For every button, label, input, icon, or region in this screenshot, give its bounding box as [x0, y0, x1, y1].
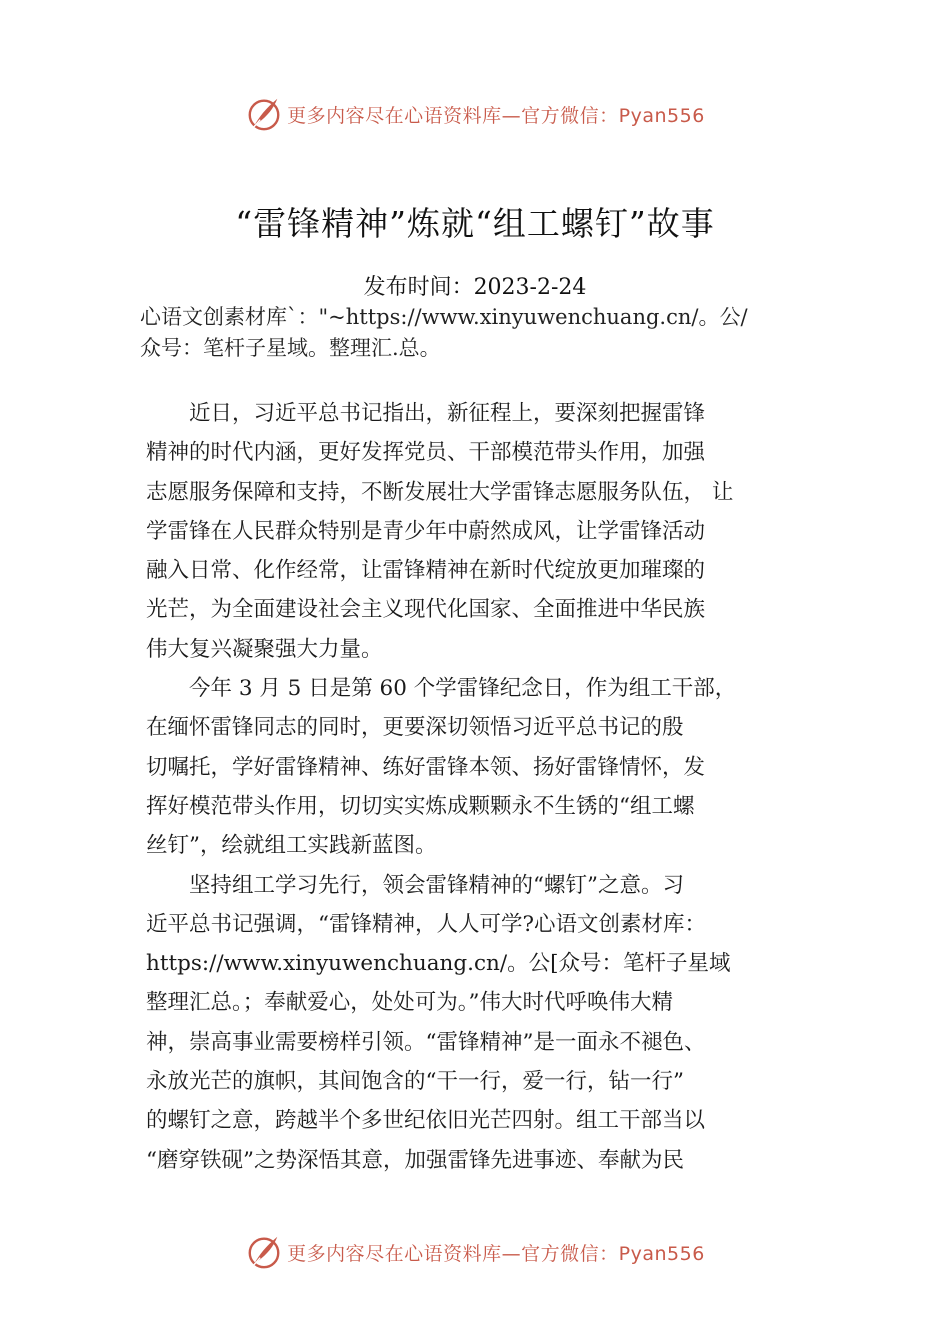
footer-watermark-banner — [0, 1230, 950, 1274]
body-line: 近平总书记强调，“雷锋精神，人人可学?心语文创素材库： — [146, 911, 707, 937]
body-line: 整理汇总。；奉献爱心，处处可为。”伟大时代呼唤伟大精 — [146, 990, 673, 1016]
header-watermark-banner — [0, 92, 950, 136]
body-line: 伟大复兴凝聚强大力量。 — [146, 636, 383, 662]
body-line: 在缅怀雷锋同志的同时，更要深切领悟习近平总书记的殷 — [146, 715, 684, 741]
body-line: 神，崇高事业需要榜样引领。“雷锋精神”是一面永不褪色、 — [146, 1029, 706, 1055]
body-line: https://www.xinyuwenchuang.cn/。公[众号：笔杆子星域 — [146, 951, 731, 977]
body-line: 切嘱托，学好雷锋精神、练好雷锋本领、扬好雷锋情怀，发 — [146, 754, 706, 780]
body-line: 光芒，为全面建设社会主义现代化国家、全面推进中华民族 — [146, 597, 706, 623]
body-line: “磨穿铁砚”之势深悟其意，加强雷锋先进事迹、奉献为民 — [146, 1147, 684, 1173]
body-line: 挥好模范带头作用，切切实实炼成颗颗永不生锈的“组工螺 — [146, 793, 695, 819]
body-line: 的螺钉之意，跨越半个多世纪依旧光芒四射。组工干部当以 — [146, 1108, 706, 1134]
body-line: 永放光芒的旗帜，其间饱含的“干一行，爱一行，钻一行” — [146, 1069, 684, 1095]
body-line: 融入日常、化作经常，让雷锋精神在新时代绽放更加璀璨的 — [146, 558, 706, 584]
source-line: 众号：笔杆子星域。整理汇.总。 — [140, 336, 441, 360]
banner-text: 更多内容尽在心语资料库—官方微信：Pyan556 — [287, 104, 705, 127]
document-title: “雷锋精神”炼就“组工螺钉”故事 — [235, 204, 715, 243]
body-line: 近日，习近平总书记指出，新征程上，要深刻把握雷锋 — [146, 401, 706, 426]
quill-pen-logo-icon — [245, 1233, 283, 1271]
quill-pen-logo-icon — [245, 95, 283, 133]
banner-text: 更多内容尽在心语资料库—官方微信：Pyan556 — [287, 1242, 705, 1265]
article-body — [146, 394, 846, 1180]
body-line: 坚持组工学习先行，领会雷锋精神的“螺钉”之意。习 — [146, 872, 684, 898]
body-line: 丝钉”，绘就组工实践新蓝图。 — [146, 833, 437, 859]
body-line: 志愿服务保障和支持，不断发展壮大学雷锋志愿服务队伍， 让 — [146, 479, 734, 505]
body-line: 精神的时代内涵，更好发挥党员、干部模范带头作用，加强 — [146, 440, 706, 466]
publish-date: 发布时间：2023-2-24 — [363, 275, 587, 300]
body-line: 学雷锋在人民群众特别是青少年中蔚然成风，让学雷锋活动 — [146, 518, 706, 544]
source-note — [140, 302, 840, 364]
body-line: 今年 3 月 5 日是第 60 个学雷锋纪念日，作为组工干部， — [146, 676, 737, 702]
source-line: 心语文创素材库`："~https://www.xinyuwenchuang.cn/。公/ — [140, 305, 748, 329]
